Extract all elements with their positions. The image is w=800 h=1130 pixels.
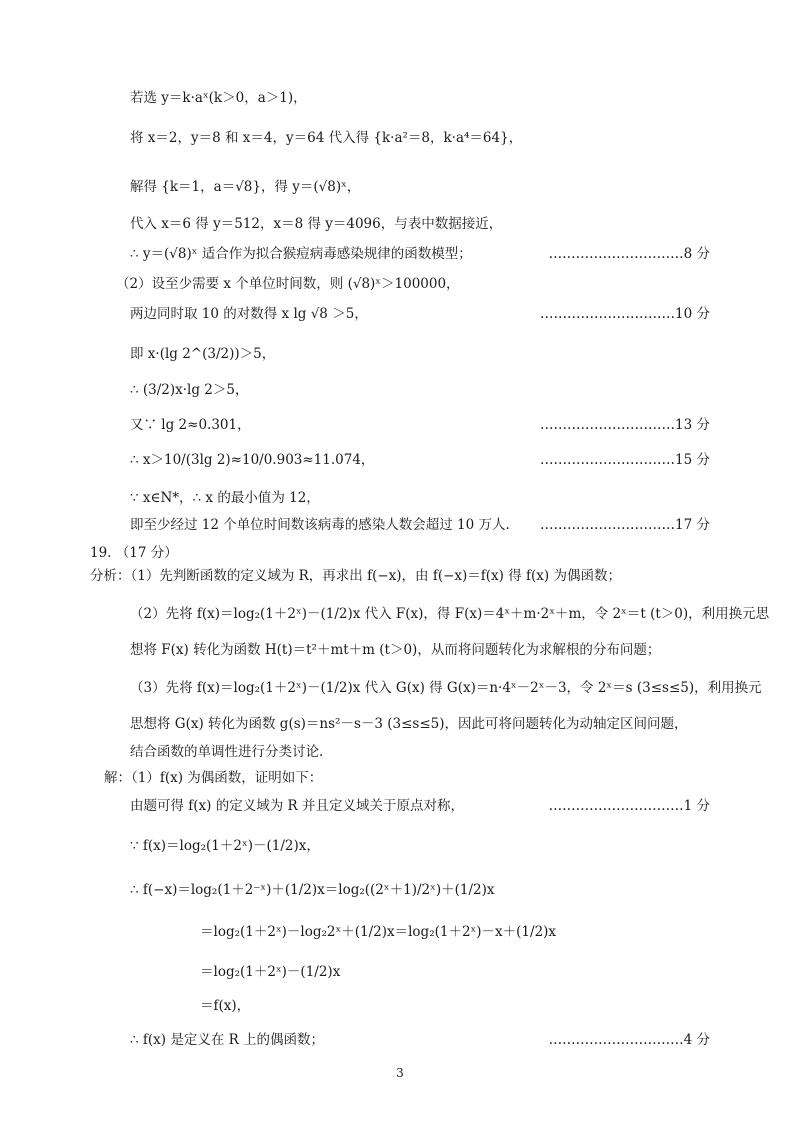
analysis-2b: 想将 F(x) 转化为函数 H(t)＝t²＋mt＋m (t＞0)，从而将问题转化为求解根的分布问题； bbox=[130, 642, 661, 658]
line-3: 解得 {k＝1，a＝√8}，得 y＝(√8)ˣ， bbox=[130, 179, 361, 195]
score-1: …………………………1 分 bbox=[548, 798, 710, 814]
analysis-3b: 思想将 G(x) 转化为函数 g(s)＝ns²－s－3 (3≤s≤5)，因此可将问题转化为动轴定区间问题， bbox=[130, 716, 688, 732]
line-9: ∴ (3/2)x·lg 2＞5， bbox=[130, 382, 249, 398]
analysis-2a: （2）先将 f(x)＝log₂(1＋2ˣ)－(1/2)x 代入 F(x)，得 F(x)＝4ˣ＋m·2ˣ＋m，令 2ˣ＝t (t＞0)，利用换元思 bbox=[130, 606, 770, 622]
solution-line-7: ∴ f(x) 是定义在 R 上的偶函数； bbox=[130, 1032, 325, 1048]
line-12: ∵ x∈N*，∴ x 的最小值为 12， bbox=[130, 490, 320, 506]
score-8: …………………………8 分 bbox=[548, 246, 710, 262]
solution-1-heading: 解：（1）f(x) 为偶函数，证明如下： bbox=[104, 770, 323, 786]
solution-line-3: ∴ f(−x)＝log₂(1＋2⁻ˣ)＋(1/2)x＝log₂((2ˣ＋1)/2ˣ)＋(1/2)x bbox=[130, 882, 495, 898]
solution-line-6: ＝f(x)， bbox=[200, 998, 251, 1014]
score-4: …………………………4 分 bbox=[548, 1032, 710, 1048]
analysis-3c: 结合函数的单调性进行分类讨论. bbox=[130, 744, 324, 760]
line-13: 即至少经过 12 个单位时间数该病毒的感染人数会超过 10 万人. bbox=[130, 517, 510, 533]
score-17: …………………………17 分 bbox=[540, 517, 710, 533]
solution-line-5: ＝log₂(1＋2ˣ)－(1/2)x bbox=[200, 964, 341, 980]
question-19-heading: 19. （17 分） bbox=[90, 545, 178, 561]
analysis-3a: （3）先将 f(x)＝log₂(1＋2ˣ)－(1/2)x 代入 G(x) 得 G(x)＝n·4ˣ－2ˣ－3，令 2ˣ＝s (3≤s≤5)，利用换元 bbox=[130, 680, 762, 696]
analysis-1: 分析：（1）先判断函数的定义域为 R，再求出 f(−x)，由 f(−x)＝f(x) 得 f(x) 为偶函数； bbox=[90, 568, 621, 584]
line-11: ∴ x＞10/(3lg 2)≈10/0.903≈11.074， bbox=[130, 452, 375, 468]
score-15: …………………………15 分 bbox=[540, 452, 710, 468]
line-4: 代入 x＝6 得 y＝512，x＝8 得 y＝4096，与表中数据接近， bbox=[130, 216, 503, 232]
solution-line-2: ∵ f(x)＝log₂(1＋2ˣ)－(1/2)x， bbox=[130, 838, 320, 854]
page-number: 3 bbox=[396, 1066, 404, 1080]
score-10: …………………………10 分 bbox=[540, 306, 710, 322]
line-2: 将 x＝2，y＝8 和 x＝4，y＝64 代入得 {k·a²＝8，k·a⁴＝64}， bbox=[130, 130, 523, 146]
score-13: …………………………13 分 bbox=[540, 417, 710, 433]
solution-line-4: ＝log₂(1＋2ˣ)－log₂2ˣ＋(1/2)x＝log₂(1＋2ˣ)－x＋(1/2)x bbox=[200, 924, 557, 940]
line-1: 若选 y＝k·aˣ(k＞0，a＞1)， bbox=[130, 90, 307, 106]
line-7: 两边同时取 10 的对数得 x lg √8 ＞5， bbox=[130, 306, 368, 322]
line-6: （2）设至少需要 x 个单位时间数，则 (√8)ˣ＞100000， bbox=[116, 276, 460, 292]
solution-line-1: 由题可得 f(x) 的定义域为 R 并且定义域关于原点对称， bbox=[130, 798, 464, 814]
line-10: 又∵ lg 2≈0.301， bbox=[130, 417, 251, 433]
line-8: 即 x·(lg 2^(3/2))＞5， bbox=[130, 346, 276, 362]
line-5: ∴ y＝(√8)ˣ 适合作为拟合猴痘病毒感染规律的函数模型； bbox=[130, 246, 472, 262]
